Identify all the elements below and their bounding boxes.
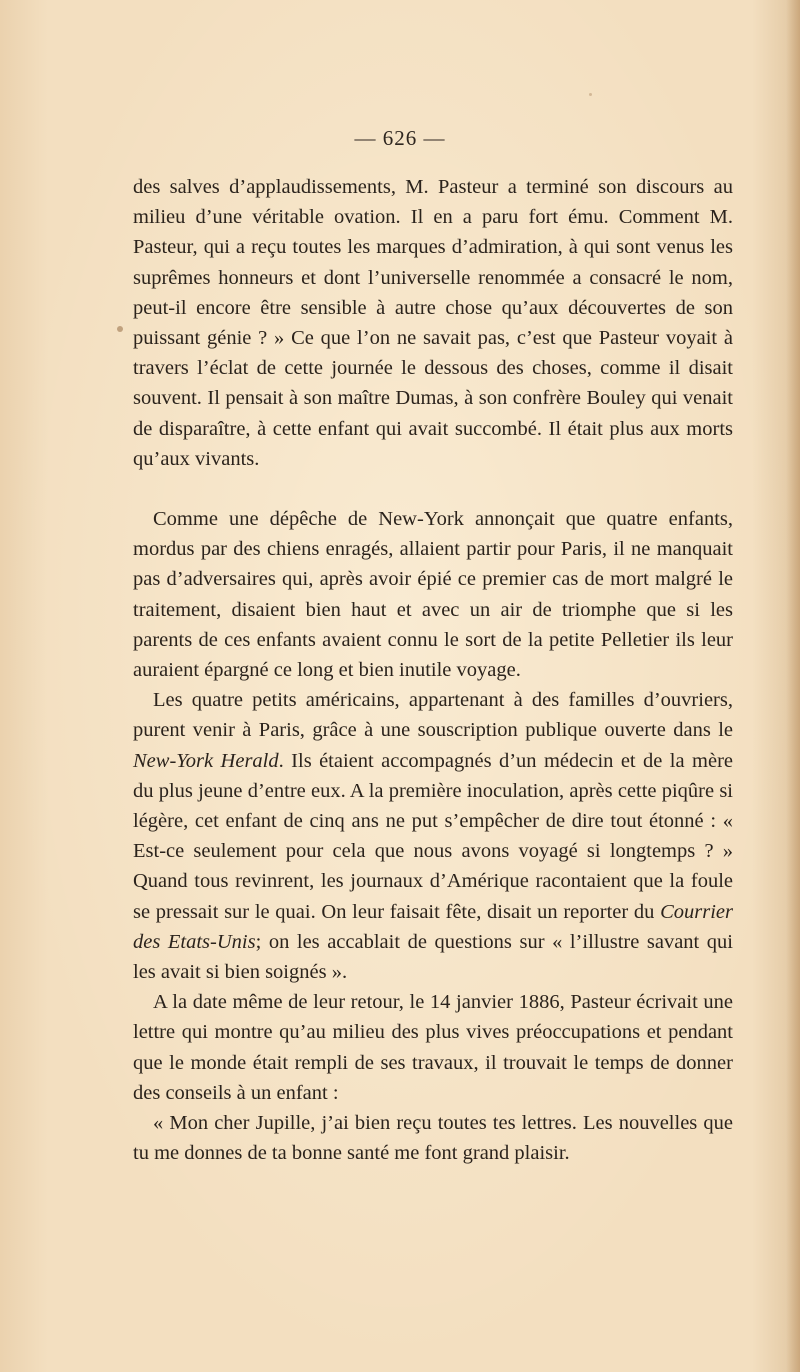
newspaper-title: Courrier des Etats-Unis <box>133 900 733 953</box>
page-number: — 626 — <box>354 126 446 150</box>
paragraph-text: Comme une dépêche de New-York annonçait que quatre enfants, mordus par des chiens enragés, allaient partir pour Paris, il ne manquait pas d’adversaires qui, après avoir épié ce premier cas de mort malgré le traitement, disaient bien haut et avec un air de triomphe que si les parents de ces enfants avaient connu le sort de la petite Pelletier ils leur auraient épargné ce long et bien inutile voyage. <box>133 508 733 682</box>
newspaper-title: New-York Herald <box>133 749 279 772</box>
paragraph-text: ; on les accablait de questions sur « l’illustre savant qui les avait si bien soignés ». <box>133 930 733 984</box>
page-edge-shadow <box>786 0 800 1372</box>
paragraph <box>133 1108 733 1168</box>
paragraph <box>133 987 733 1108</box>
paragraph <box>133 685 733 987</box>
paragraph-text: . Ils étaient accompagnés d’un médecin et de la mère du plus jeune d’entre eux. A la première inoculation, après cette piqûre si légère, cet enfant de cinq ans ne put s’empêcher de dire tout étonné : « Est-ce seulement pour cela que nous avons voyagé si longtemps ? » Quand tous revinrent, les journaux d’Amérique racontaient que la foule se pressait sur le quai. On leur faisait fête, disait un reporter du <box>133 749 733 923</box>
paragraph <box>133 504 733 685</box>
paragraph <box>133 172 733 474</box>
paragraph-text: A la date même de leur retour, le 14 janvier 1886, Pasteur écrivait une lettre qui montre qu’au milieu des plus vives préoccupations et pendant que le monde était rempli de ses travaux, il trouvait le temps de donner des conseils à un enfant : <box>133 991 733 1104</box>
paragraph-text: « Mon cher Jupille, j’ai bien reçu toutes tes lettres. Les nouvelles que tu me donnes de ta bonne santé me font grand plaisir. <box>133 1112 733 1165</box>
paragraph-text: des salves d’applaudissements, M. Pasteur a terminé son discours au milieu d’une véritable ovation. Il en a paru fort ému. Comment M. Pasteur, qui a reçu toutes les marques d’admiration, à qui sont venus les suprêmes honneurs et dont l’universelle renommée a consacré le nom, peut-il encore être sensible à autre chose qu’aux découvertes de son puissant génie ? » Ce que l’on ne savait pas, c’est que Pasteur voyait à travers l’éclat de cette journée le dessous des choses, comme il disait souvent. Il pensait à son maître Dumas, à son confrère Bouley qui venait de disparaître, à cette enfant qui avait succombé. Il était plus aux morts qu’aux vivants. <box>133 176 733 470</box>
body-text <box>133 172 733 1169</box>
ink-spot <box>589 93 592 96</box>
paragraph-text: Les quatre petits américains, appartenant à des familles d’ouvriers, purent venir à Paris, grâce à une souscription publique ouverte dans le <box>133 689 733 742</box>
ink-spot <box>117 326 123 332</box>
